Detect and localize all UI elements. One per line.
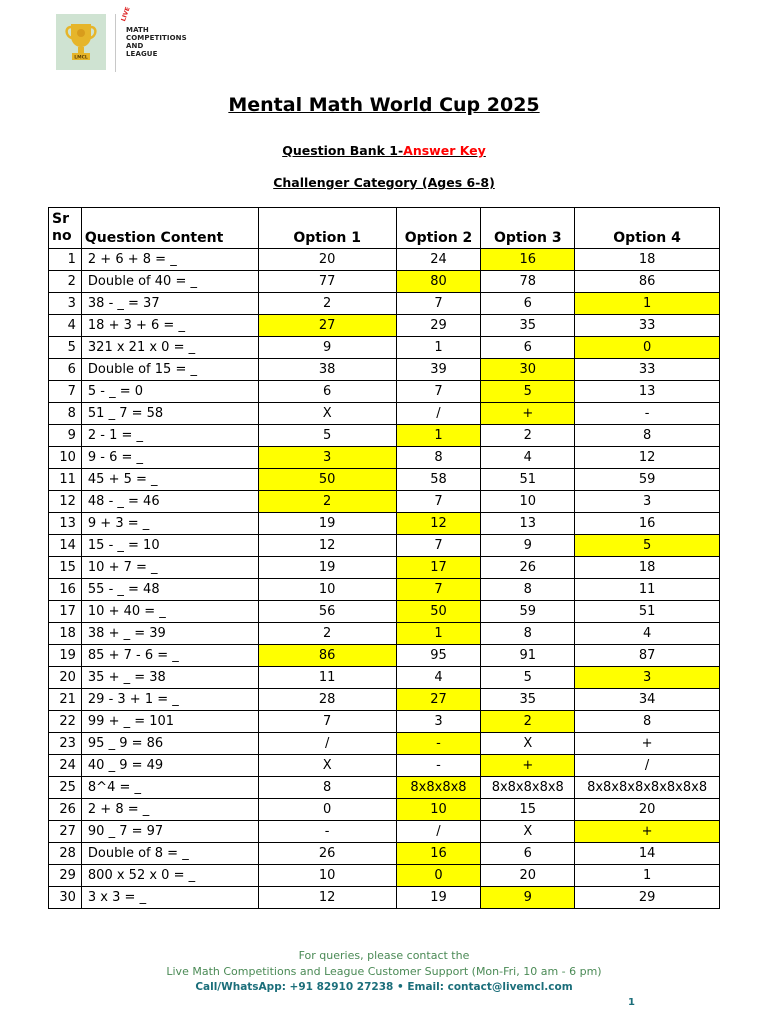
answer-key-table [48,207,720,909]
correct-answer-cell: 16 [396,843,481,865]
option-cell: - [258,821,396,843]
table-row [49,689,720,711]
correct-answer-cell: 30 [481,359,575,381]
option-cell: 9 [258,337,396,359]
option-cell: 1 [396,337,481,359]
option-cell: X [481,733,575,755]
sr-no-cell: 16 [49,579,82,601]
option-cell: 19 [396,887,481,909]
option-cell: 35 [481,315,575,337]
option-cell: 7 [396,535,481,557]
table-row [49,645,720,667]
page-number: 1 [628,997,635,1008]
option-cell: 38 [258,359,396,381]
lmcl-logo [56,6,188,72]
header-question-content: Question Content [81,208,258,249]
option-cell: 51 [575,601,720,623]
option-cell: 91 [481,645,575,667]
correct-answer-cell: 0 [396,865,481,887]
table-row [49,469,720,491]
option-cell: 11 [575,579,720,601]
sr-no-cell: 10 [49,447,82,469]
sr-no-cell: 15 [49,557,82,579]
option-cell: 24 [396,249,481,271]
option-cell: 33 [575,315,720,337]
question-cell: 85 + 7 - 6 = _ [81,645,258,667]
table-row [49,513,720,535]
question-cell: 48 - _ = 46 [81,491,258,513]
header-sr-no: Sr no [49,208,82,249]
sr-no-cell: 6 [49,359,82,381]
correct-answer-cell: - [396,733,481,755]
option-cell: 2 [258,293,396,315]
sr-no-cell: 26 [49,799,82,821]
option-cell: 2 [481,425,575,447]
option-cell: 10 [258,579,396,601]
sr-no-cell: 12 [49,491,82,513]
sr-no-cell: 20 [49,667,82,689]
sr-no-cell: 1 [49,249,82,271]
question-cell: 99 + _ = 101 [81,711,258,733]
table-row [49,865,720,887]
option-cell: 4 [575,623,720,645]
option-cell: 9 [481,535,575,557]
correct-answer-cell: 12 [396,513,481,535]
option-cell: 1 [575,865,720,887]
correct-answer-cell: 86 [258,645,396,667]
option-cell: 15 [481,799,575,821]
table-row [49,447,720,469]
option-cell: 26 [481,557,575,579]
header-option-3: Option 3 [481,208,575,249]
option-cell: 0 [258,799,396,821]
category-heading: Challenger Category (Ages 6-8) [273,175,495,190]
question-cell: 95 _ 9 = 86 [81,733,258,755]
sr-no-cell: 11 [49,469,82,491]
table-row [49,843,720,865]
option-cell: 5 [258,425,396,447]
question-cell: 2 + 6 + 8 = _ [81,249,258,271]
option-cell: 19 [258,557,396,579]
correct-answer-cell: 50 [258,469,396,491]
option-cell: 87 [575,645,720,667]
question-cell: 55 - _ = 48 [81,579,258,601]
correct-answer-cell: + [481,403,575,425]
question-cell: Double of 8 = _ [81,843,258,865]
option-cell: X [258,403,396,425]
correct-answer-cell: 27 [258,315,396,337]
option-cell: / [396,403,481,425]
correct-answer-cell: 8x8x8x8 [396,777,481,799]
trophy-logo-badge [56,14,106,70]
table-row [49,579,720,601]
correct-answer-cell: 80 [396,271,481,293]
option-cell: 4 [396,667,481,689]
option-cell: 8 [396,447,481,469]
option-cell: 35 [481,689,575,711]
question-cell: 9 + 3 = _ [81,513,258,535]
correct-answer-cell: 0 [575,337,720,359]
option-cell: 10 [481,491,575,513]
option-cell: 7 [396,381,481,403]
option-cell: 8 [481,623,575,645]
option-cell: 18 [575,249,720,271]
option-cell: 29 [575,887,720,909]
question-cell: 3 x 3 = _ [81,887,258,909]
sr-no-cell: 25 [49,777,82,799]
option-cell: 29 [396,315,481,337]
footer-contact-intro: For queries, please contact the [298,949,470,962]
sr-no-cell: 17 [49,601,82,623]
option-cell: 33 [575,359,720,381]
table-row [49,535,720,557]
option-cell: 8x8x8x8x8 [481,777,575,799]
question-cell: 9 - 6 = _ [81,447,258,469]
table-row [49,711,720,733]
question-cell: 321 x 21 x 0 = _ [81,337,258,359]
sr-no-cell: 13 [49,513,82,535]
correct-answer-cell: 1 [396,623,481,645]
correct-answer-cell: + [575,821,720,843]
option-cell: 56 [258,601,396,623]
option-cell: X [481,821,575,843]
correct-answer-cell: 2 [258,491,396,513]
logo-divider [115,14,116,72]
option-cell: + [575,733,720,755]
logo-badge-text: LMCL [74,55,88,61]
option-cell: 6 [258,381,396,403]
table-row [49,381,720,403]
sr-no-cell: 8 [49,403,82,425]
option-cell: 20 [481,865,575,887]
option-cell: 39 [396,359,481,381]
correct-answer-cell: 5 [481,381,575,403]
option-cell: 59 [481,601,575,623]
option-cell: 86 [575,271,720,293]
correct-answer-cell: 1 [575,293,720,315]
option-cell: 59 [575,469,720,491]
trophy-icon [56,14,106,70]
option-cell: 58 [396,469,481,491]
correct-answer-cell: 1 [396,425,481,447]
sr-no-cell: 4 [49,315,82,337]
correct-answer-cell: 16 [481,249,575,271]
option-cell: 16 [575,513,720,535]
question-cell: 2 + 8 = _ [81,799,258,821]
correct-answer-cell: 9 [481,887,575,909]
header-option-4: Option 4 [575,208,720,249]
option-cell: 8x8x8x8x8x8x8x8 [575,777,720,799]
table-row [49,271,720,293]
option-cell: 3 [575,491,720,513]
option-cell: 20 [258,249,396,271]
question-cell: 18 + 3 + 6 = _ [81,315,258,337]
option-cell: 11 [258,667,396,689]
table-row [49,667,720,689]
question-cell: 51 _ 7 = 58 [81,403,258,425]
option-cell: 4 [481,447,575,469]
option-cell: 8 [258,777,396,799]
correct-answer-cell: 27 [396,689,481,711]
table-row [49,403,720,425]
sr-no-cell: 21 [49,689,82,711]
option-cell: 3 [396,711,481,733]
option-cell: 12 [575,447,720,469]
option-cell: / [575,755,720,777]
option-cell: 26 [258,843,396,865]
table-row [49,623,720,645]
table-row [49,293,720,315]
correct-answer-cell: 50 [396,601,481,623]
sr-no-cell: 30 [49,887,82,909]
header-option-2: Option 2 [396,208,481,249]
sr-no-cell: 28 [49,843,82,865]
sr-no-cell: 2 [49,271,82,293]
option-cell: 5 [481,667,575,689]
table-header-row [49,208,720,249]
question-cell: Double of 40 = _ [81,271,258,293]
sr-no-cell: 22 [49,711,82,733]
question-cell: 2 - 1 = _ [81,425,258,447]
option-cell: 28 [258,689,396,711]
sr-no-cell: 18 [49,623,82,645]
table-row [49,359,720,381]
table-row [49,821,720,843]
sr-no-cell: 3 [49,293,82,315]
table-row [49,425,720,447]
question-cell: 800 x 52 x 0 = _ [81,865,258,887]
option-cell: / [396,821,481,843]
question-cell: 38 + _ = 39 [81,623,258,645]
option-cell: 8 [575,425,720,447]
option-cell: / [258,733,396,755]
sr-no-cell: 14 [49,535,82,557]
correct-answer-cell: 17 [396,557,481,579]
question-cell: 90 _ 7 = 97 [81,821,258,843]
option-cell: - [575,403,720,425]
question-bank-subtitle [0,143,768,158]
correct-answer-cell: 7 [396,579,481,601]
sr-no-cell: 7 [49,381,82,403]
correct-answer-cell: 3 [258,447,396,469]
sr-no-cell: 23 [49,733,82,755]
correct-answer-cell: 10 [396,799,481,821]
option-cell: 12 [258,535,396,557]
option-cell: 13 [575,381,720,403]
table-row [49,557,720,579]
option-cell: - [396,755,481,777]
option-cell: 19 [258,513,396,535]
question-cell: 10 + 40 = _ [81,601,258,623]
table-row [49,755,720,777]
option-cell: 10 [258,865,396,887]
table-row [49,337,720,359]
option-cell: 34 [575,689,720,711]
question-cell: 29 - 3 + 1 = _ [81,689,258,711]
option-cell: 20 [575,799,720,821]
table-row [49,887,720,909]
option-cell: 12 [258,887,396,909]
option-cell: 8 [481,579,575,601]
question-cell: 45 + 5 = _ [81,469,258,491]
option-cell: 51 [481,469,575,491]
correct-answer-cell: 3 [575,667,720,689]
option-cell: 18 [575,557,720,579]
question-cell: 38 - _ = 37 [81,293,258,315]
correct-answer-cell: + [481,755,575,777]
question-cell: 5 - _ = 0 [81,381,258,403]
option-cell: 6 [481,337,575,359]
option-cell: 2 [258,623,396,645]
correct-answer-cell: 5 [575,535,720,557]
logo-live-text: LIVE [120,6,132,23]
question-cell: 10 + 7 = _ [81,557,258,579]
table-row [49,733,720,755]
sr-no-cell: 29 [49,865,82,887]
correct-answer-cell: 2 [481,711,575,733]
question-cell: 35 + _ = 38 [81,667,258,689]
question-cell: Double of 15 = _ [81,359,258,381]
question-cell: 40 _ 9 = 49 [81,755,258,777]
option-cell: 14 [575,843,720,865]
table-row [49,601,720,623]
sr-no-cell: 27 [49,821,82,843]
page-title: Mental Math World Cup 2025 [228,94,540,116]
footer-support-hours: Live Math Competitions and League Customer Support (Mon-Fri, 10 am - 6 pm) [166,965,602,978]
option-cell: X [258,755,396,777]
sr-no-cell: 24 [49,755,82,777]
table-row [49,777,720,799]
option-cell: 95 [396,645,481,667]
sr-no-cell: 19 [49,645,82,667]
table-row [49,315,720,337]
option-cell: 6 [481,293,575,315]
table-row [49,491,720,513]
option-cell: 7 [396,491,481,513]
option-cell: 13 [481,513,575,535]
answer-key-label: Answer Key [403,143,486,158]
table-row [49,249,720,271]
option-cell: 8 [575,711,720,733]
logo-text: MATH COMPETITIONS AND LEAGUE [126,26,187,58]
sr-no-cell: 9 [49,425,82,447]
option-cell: 77 [258,271,396,293]
subtitle-prefix: Question Bank 1- [282,143,404,158]
header-option-1: Option 1 [258,208,396,249]
footer-phone-email: Call/WhatsApp: +91 82910 27238 • Email: contact@livemcl.com [195,981,573,993]
question-cell: 8^4 = _ [81,777,258,799]
option-cell: 7 [258,711,396,733]
sr-no-cell: 5 [49,337,82,359]
option-cell: 78 [481,271,575,293]
option-cell: 6 [481,843,575,865]
option-cell: 7 [396,293,481,315]
table-row [49,799,720,821]
question-cell: 15 - _ = 10 [81,535,258,557]
